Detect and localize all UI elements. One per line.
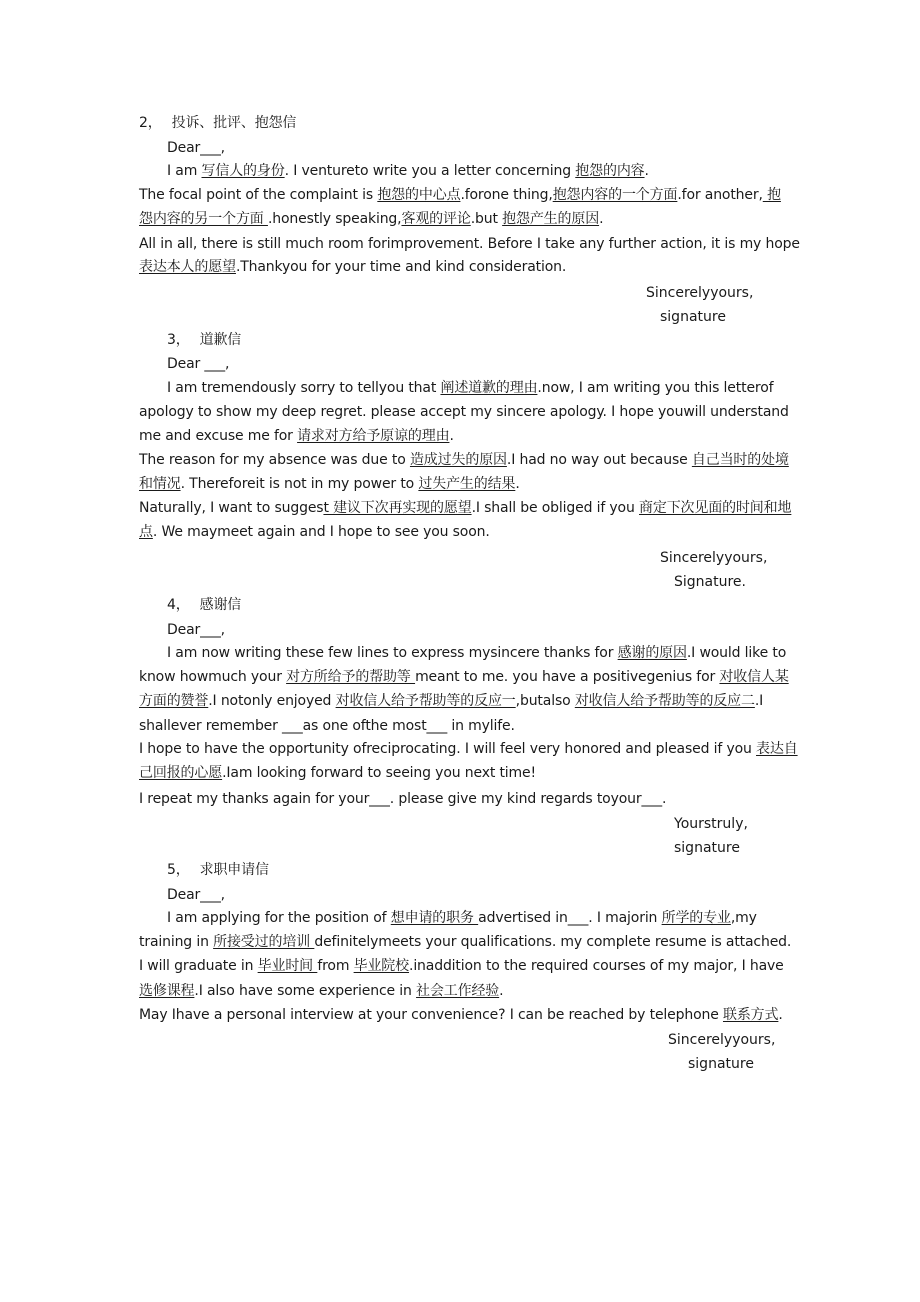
text-segment: know howmuch your	[139, 669, 287, 685]
signature: signature	[688, 1056, 754, 1072]
text-segment: .for another,	[677, 187, 763, 203]
body-line	[139, 499, 792, 517]
text-segment: from	[317, 958, 354, 974]
placeholder-text: 抱怨产生的原因	[502, 211, 600, 227]
body-line	[167, 162, 784, 180]
text-segment: I am applying for the position of	[167, 910, 391, 926]
placeholder-text: t 建议下次再实现的愿望	[323, 500, 472, 516]
placeholder-text: 抱怨的中心点	[377, 187, 461, 203]
body-line	[139, 1006, 784, 1024]
signature: signature	[660, 309, 726, 325]
text-segment: I hope to have the opportunity ofreciprocating. I will feel very honored and pleased if you	[139, 741, 757, 757]
placeholder-text: 抱	[762, 187, 781, 203]
text-segment: . Thereforeit is not in my power to	[180, 476, 419, 492]
text-segment: The focal point of the complaint is	[139, 187, 378, 203]
text-segment: I am tremendously sorry to tellyou that	[167, 380, 441, 396]
placeholder-text: 方面的赞誉	[139, 693, 209, 709]
text-segment: .inaddition to the required courses of my major, I have	[409, 958, 784, 974]
placeholder-text: 毕业院校	[353, 958, 410, 974]
text-segment: .	[499, 983, 504, 999]
section-heading: 5， 求职申请信	[167, 862, 269, 878]
body-line	[139, 258, 784, 276]
body-line	[139, 668, 789, 686]
signature: Signature.	[674, 574, 746, 590]
text-segment: me and excuse me for	[139, 428, 298, 444]
section-heading: 4， 感谢信	[167, 597, 242, 613]
body-line	[139, 210, 784, 228]
body-line	[139, 933, 792, 951]
section-heading: 3， 道歉信	[167, 332, 242, 348]
text-segment: .	[644, 163, 649, 179]
text-segment: .I had no way out because	[506, 452, 692, 468]
body-line	[139, 475, 784, 493]
placeholder-text: 表达自	[756, 741, 798, 757]
text-segment: . I ventureto write you a letter concerning	[284, 163, 576, 179]
text-segment: ,my	[730, 910, 757, 926]
placeholder-text: 毕业时间	[257, 958, 318, 974]
text-segment: All in all, there is still much room forimprovement. Before I take any further action, it is my hope	[139, 236, 800, 252]
placeholder-text: 想申请的职务	[390, 910, 479, 926]
placeholder-text: 社会工作经验	[416, 983, 500, 999]
text-segment: shallever remember ___as one ofthe most___ in mylife.	[139, 718, 515, 734]
text-segment: The reason for my absence was due to	[139, 452, 410, 468]
placeholder-text: 选修课程	[139, 983, 195, 999]
text-segment: advertised in___. I majorin	[478, 910, 662, 926]
text-segment: .	[599, 211, 604, 227]
closing: Yourstruly,	[674, 816, 748, 832]
text-segment: .	[449, 428, 454, 444]
text-segment: .I would like to	[686, 645, 787, 661]
text-segment: .honestly speaking,	[267, 211, 402, 227]
placeholder-text: 客观的评论	[401, 211, 471, 227]
placeholder-text: 写信人的身份	[201, 163, 285, 179]
placeholder-text: 表达本人的愿望	[139, 259, 236, 275]
placeholder-text: 对收信人给予帮助等的反应一	[335, 693, 516, 709]
body-line	[167, 909, 784, 927]
text-segment: .I shall be obliged if you	[471, 500, 639, 516]
placeholder-text: 点	[139, 524, 153, 540]
text-segment: .	[778, 1007, 783, 1023]
placeholder-text: 感谢的原因	[617, 645, 687, 661]
text-segment: I repeat my thanks again for your___. please give my kind regards toyour___.	[139, 791, 667, 807]
placeholder-text: 商定下次见面的时间和地	[639, 500, 792, 516]
text-segment: meant to me. you have a positivegenius for	[415, 669, 720, 685]
closing: Sincerelyyours,	[668, 1032, 776, 1048]
body-line	[139, 717, 784, 735]
body-line	[139, 403, 789, 421]
body-line	[139, 186, 784, 204]
placeholder-text: 过失产生的结果	[418, 476, 516, 492]
body-line	[139, 790, 784, 808]
text-segment: May Ihave a personal interview at your convenience? I can be reached by telephone	[139, 1007, 723, 1023]
body-line	[139, 740, 798, 758]
signature: signature	[674, 840, 740, 856]
placeholder-text: 联系方式	[722, 1007, 779, 1023]
salutation: Dear___,	[167, 622, 225, 638]
text-segment: . We maymeet again and I hope to see you soon.	[152, 524, 490, 540]
placeholder-text: 己回报的心愿	[139, 765, 223, 781]
salutation: Dear___,	[167, 887, 225, 903]
placeholder-text: 抱怨的内容	[575, 163, 645, 179]
text-segment: .I also have some experience in	[194, 983, 417, 999]
body-line	[139, 957, 784, 975]
text-segment: .Thankyou for your time and kind consideration.	[235, 259, 567, 275]
salutation: Dear___,	[167, 140, 225, 156]
text-segment: .Iam looking forward to seeing you next time!	[222, 765, 536, 781]
text-segment: .	[515, 476, 520, 492]
body-line	[139, 692, 784, 710]
placeholder-text: 对收信人某	[719, 669, 789, 685]
placeholder-text: 对方所给予的帮助等	[286, 669, 416, 685]
body-line	[139, 235, 800, 253]
body-line	[139, 982, 784, 1000]
body-line	[139, 523, 784, 541]
placeholder-text: 所接受过的培训	[213, 934, 315, 950]
body-line	[167, 379, 784, 397]
placeholder-text: 抱怨内容的一个方面	[552, 187, 678, 203]
text-segment: training in	[139, 934, 214, 950]
body-line	[167, 644, 787, 662]
text-segment: Naturally, I want to sugges	[139, 500, 324, 516]
text-segment: .but	[470, 211, 503, 227]
placeholder-text: 和情况	[139, 476, 181, 492]
text-segment: I will graduate in	[139, 958, 258, 974]
placeholder-text: 造成过失的原因	[409, 452, 507, 468]
text-segment: .forone thing,	[460, 187, 553, 203]
text-segment: ,butalso	[515, 693, 575, 709]
placeholder-text: 自己当时的处境	[691, 452, 789, 468]
text-segment: .I	[754, 693, 764, 709]
text-segment: .I notonly enjoyed	[208, 693, 336, 709]
body-line	[139, 451, 789, 469]
placeholder-text: 怨内容的另一个方面	[139, 211, 268, 227]
placeholder-text: 所学的专业	[661, 910, 731, 926]
closing: Sincerelyyours,	[646, 285, 754, 301]
text-segment: .now, I am writing you this letterof	[537, 380, 774, 396]
body-line	[139, 764, 784, 782]
closing: Sincerelyyours,	[660, 550, 768, 566]
body-line	[139, 427, 784, 445]
text-segment: definitelymeets your qualifications. my complete resume is attached.	[314, 934, 792, 950]
placeholder-text: 对收信人给予帮助等的反应二	[574, 693, 755, 709]
text-segment: I am now writing these few lines to express mysincere thanks for	[167, 645, 618, 661]
placeholder-text: 请求对方给予原谅的理由	[297, 428, 450, 444]
text-segment: I am	[167, 163, 202, 179]
salutation: Dear ___,	[167, 356, 230, 372]
placeholder-text: 阐述道歉的理由	[440, 380, 538, 396]
text-segment: apology to show my deep regret. please accept my sincere apology. I hope youwill understand	[139, 404, 789, 420]
section-heading: 2， 投诉、批评、抱怨信	[139, 115, 297, 131]
